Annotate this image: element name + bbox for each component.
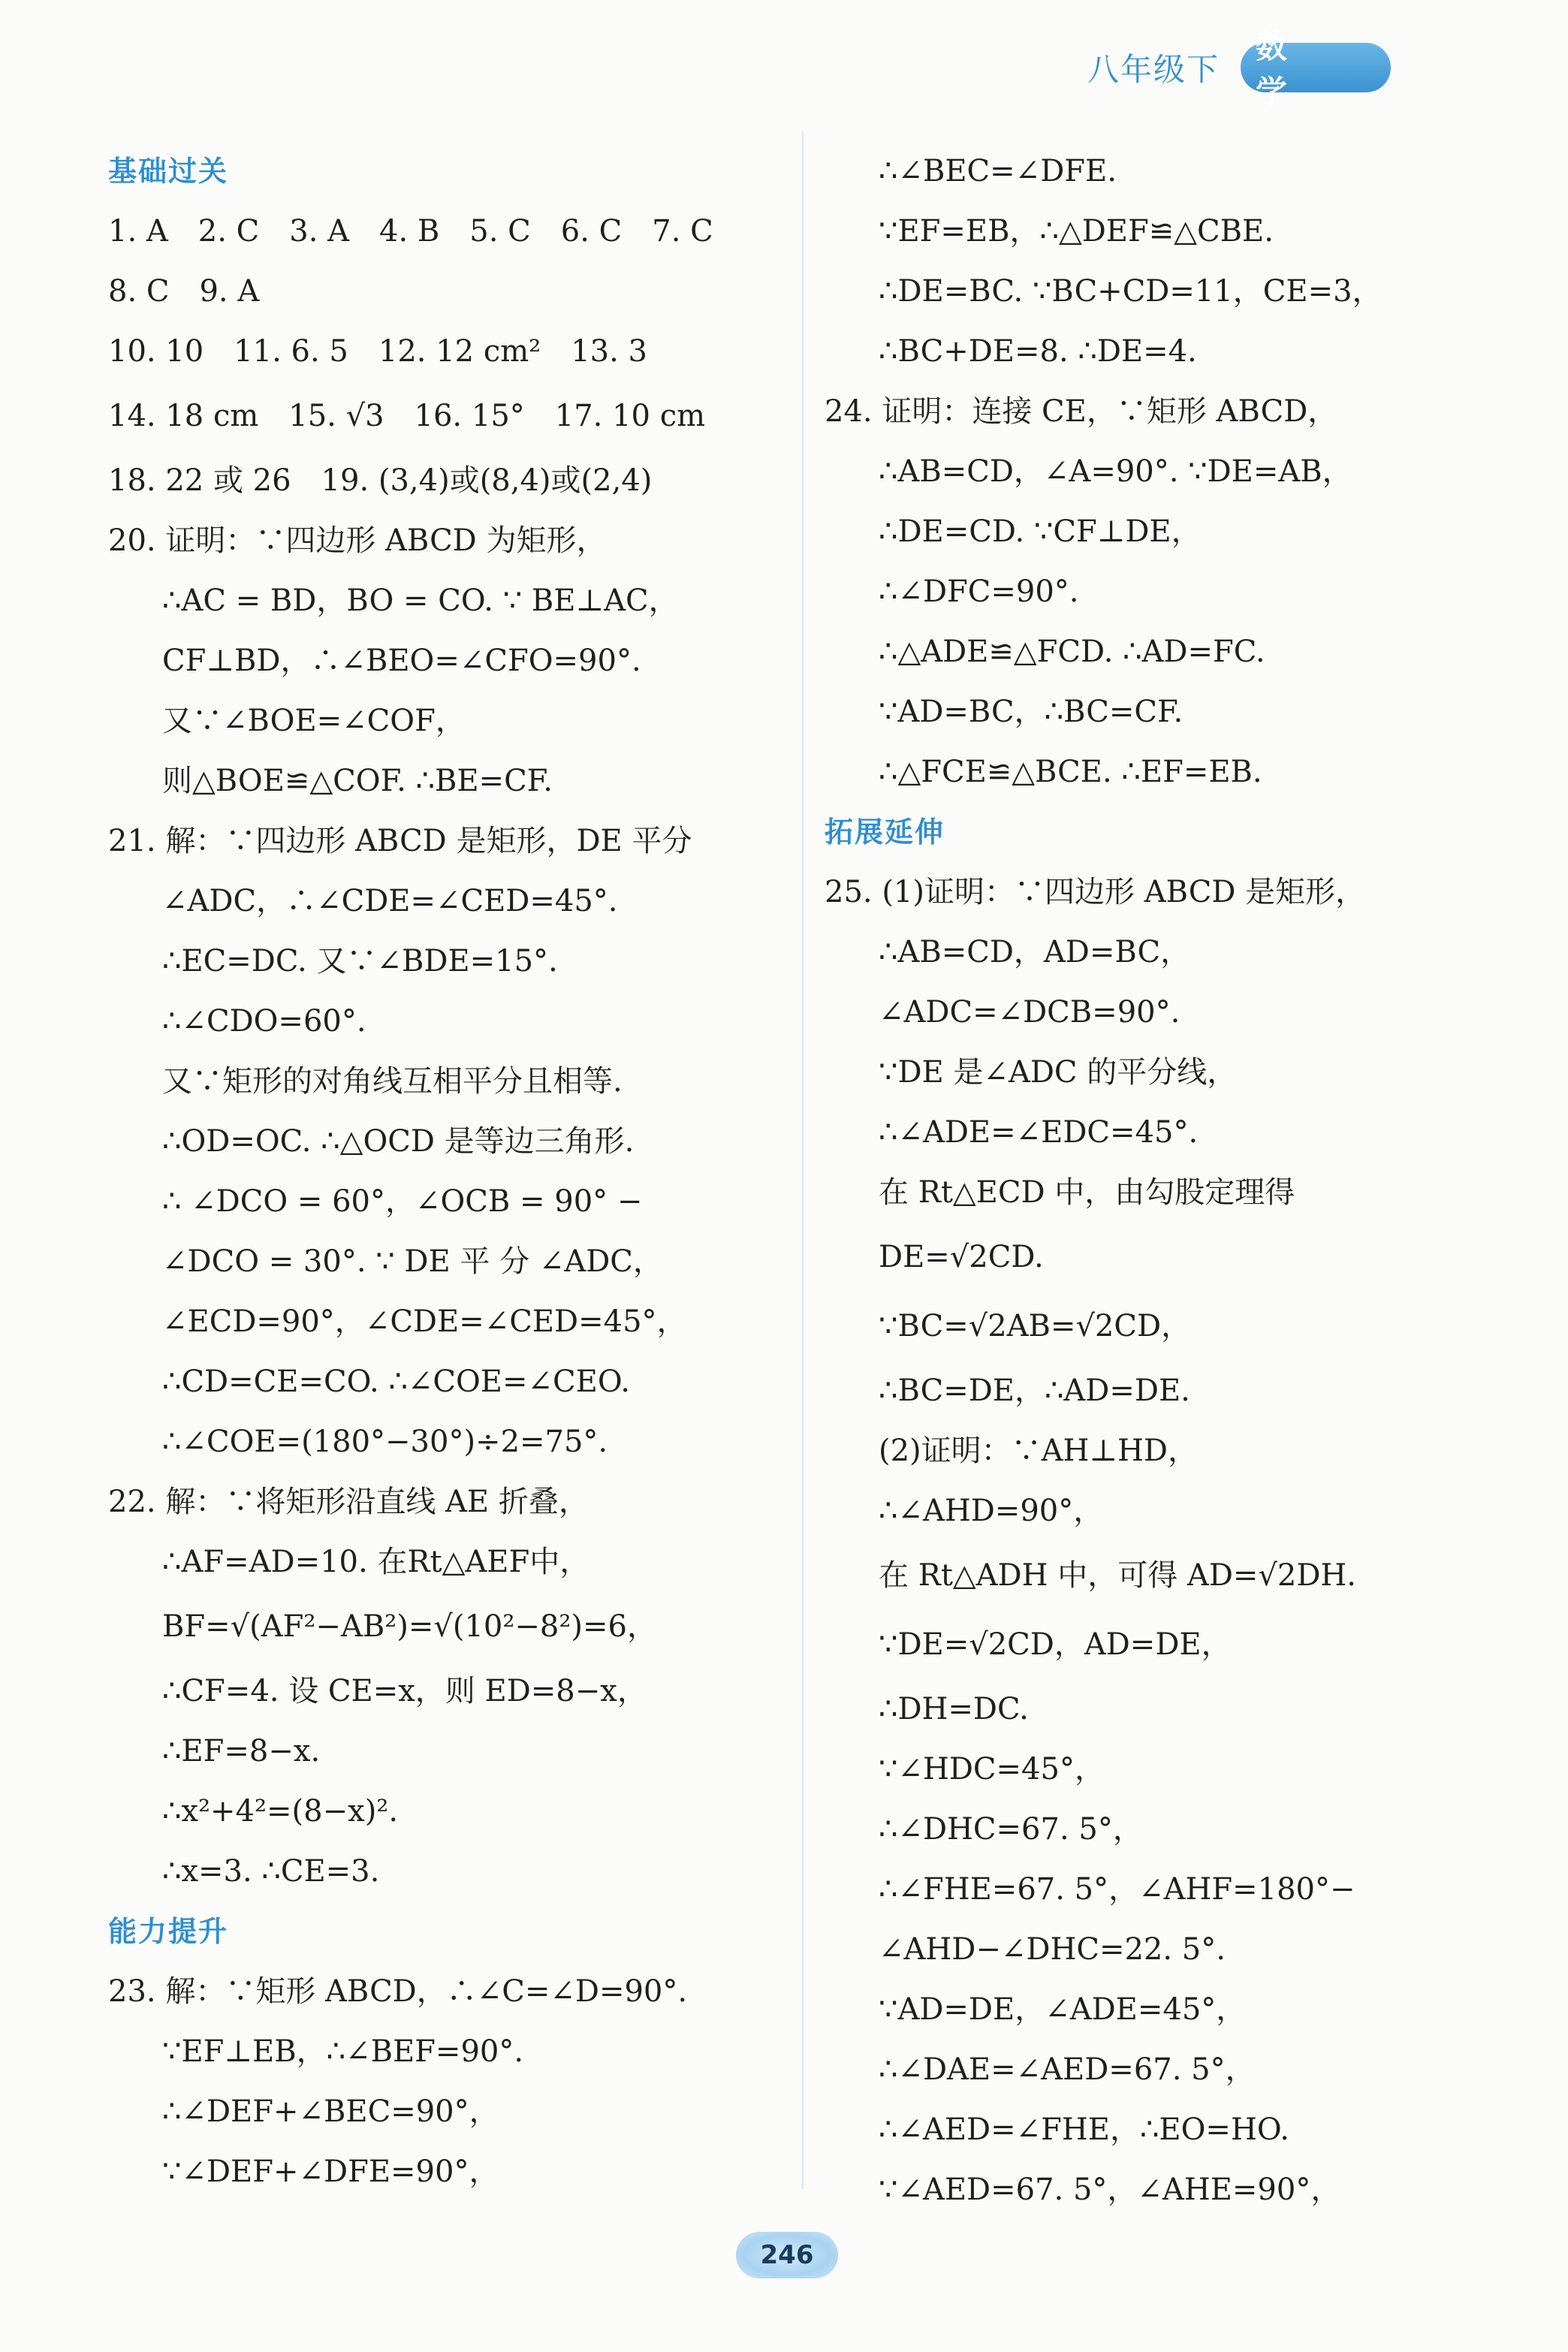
answer-line: ∴BC+DE=8. ∴DE=4. — [879, 334, 1197, 369]
answer-line: DE=√2CD. — [879, 1240, 1044, 1274]
answer-line: 又∵∠BOE=∠COF， — [162, 704, 466, 738]
answer-line: ∵DE=√2CD，AD=DE， — [879, 1627, 1232, 1662]
page-number: 246 — [736, 2232, 838, 2278]
answer-line: ∴ ∠DCO = 60°，∠OCB = 90° − — [162, 1184, 643, 1219]
subject-badge: 数 学 — [1241, 43, 1391, 92]
answer-line: ∴∠BEC=∠DFE. — [879, 154, 1117, 188]
section-heading: 能力提升 — [108, 1915, 229, 1948]
answer-line: ∴∠ADE=∠EDC=45°. — [879, 1115, 1199, 1150]
answer-line: CF⊥BD，∴∠BEO=∠CFO=90°. — [162, 644, 641, 678]
answer-line: ∴CD=CE=CO. ∴∠COE=∠CEO. — [162, 1364, 631, 1399]
page-header — [1087, 29, 1391, 110]
answer-line: ∠DCO = 30°. ∵ DE 平 分 ∠ADC， — [162, 1244, 663, 1279]
answer-line: ∴x=3. ∴CE=3. — [162, 1854, 380, 1889]
answer-line: ∴DE=BC. ∵BC+CD=11，CE=3， — [879, 274, 1383, 309]
answer-line: 25. (1)证明：∵四边形 ABCD 是矩形， — [825, 875, 1366, 909]
answer-line: ∴EF=8−x. — [162, 1734, 321, 1769]
answer-line: ∵∠AED=67. 5°，∠AHE=90°， — [879, 2173, 1341, 2207]
right-column — [825, 141, 1485, 2220]
answer-line: BF=√(AF²−AB²)=√(10²−8²)=6， — [162, 1609, 657, 1644]
answer-line: ∵EF=EB，∴△DEF≌△CBE. — [879, 214, 1274, 249]
answer-line: ∵∠HDC=45°， — [879, 1752, 1105, 1787]
answer-line: ∴OD=OC. ∴△OCD 是等边三角形. — [162, 1124, 635, 1159]
answer-line: ∠ECD=90°，∠CDE=∠CED=45°， — [162, 1304, 687, 1339]
answer-line: ∴∠DFC=90°. — [879, 574, 1079, 609]
section-heading: 拓展延伸 — [825, 816, 945, 849]
answer-line: 20. 证明：∵四边形 ABCD 为矩形， — [108, 523, 607, 558]
answer-line: ∴AF=AD=10. 在Rt△AEF中， — [162, 1545, 590, 1579]
answer-line: ∴∠COE=(180°−30°)÷2=75°. — [162, 1425, 608, 1459]
answer-line: ∴∠DAE=∠AED=67. 5°， — [879, 2052, 1256, 2087]
answer-line: ∠ADC=∠DCB=90°. — [879, 995, 1181, 1030]
answer-line: ∴AC = BD，BO = CO. ∵ BE⊥AC， — [162, 583, 679, 618]
answer-line: ∵BC=√2AB=√2CD， — [879, 1309, 1192, 1343]
answer-line: 在 Rt△ADH 中，可得 AD=√2DH. — [879, 1558, 1357, 1593]
answer-line: 18. 22 或 26 19. (3,4)或(8,4)或(2,4) — [108, 463, 653, 498]
answer-line: ∴BC=DE，∴AD=DE. — [879, 1374, 1190, 1408]
answer-line: ∴△FCE≌△BCE. ∴EF=EB. — [879, 755, 1262, 789]
section-heading: 基础过关 — [108, 155, 229, 188]
grade-label: 八年级下 — [1087, 51, 1220, 88]
answer-line: ∴△ADE≌△FCD. ∴AD=FC. — [879, 635, 1265, 669]
answer-line: ∴∠FHE=67. 5°，∠AHF=180°− — [879, 1872, 1355, 1907]
answer-line: ∴∠AED=∠FHE，∴EO=HO. — [879, 2112, 1289, 2147]
left-column — [108, 141, 754, 2202]
answer-line: 24. 证明：连接 CE，∵矩形 ABCD， — [825, 394, 1338, 429]
answer-line: ∴∠AHD=90°， — [879, 1494, 1104, 1528]
answer-line: ∴EC=DC. 又∵∠BDE=15°. — [162, 944, 558, 978]
answer-line: ∴∠DEF+∠BEC=90°， — [162, 2094, 499, 2129]
answer-line: 1. A 2. C 3. A 4. B 5. C 6. C 7. C — [108, 214, 713, 249]
answer-line: ∠ADC，∴∠CDE=∠CED=45°. — [162, 884, 618, 918]
answer-line: ∴DE=CD. ∵CF⊥DE， — [879, 514, 1202, 549]
answer-line: ∵∠DEF+∠DFE=90°， — [162, 2154, 499, 2189]
answer-line: 14. 18 cm 15. √3 16. 15° 17. 10 cm — [108, 399, 706, 433]
answer-line: ∴CF=4. 设 CE=x，则 ED=8−x， — [162, 1674, 647, 1708]
answer-line: 8. C 9. A — [108, 274, 260, 309]
answer-line: 23. 解：∵矩形 ABCD，∴∠C=∠D=90°. — [108, 1974, 688, 2009]
answer-line: ∴∠CDO=60°. — [162, 1004, 366, 1039]
answer-line: ∴∠DHC=67. 5°， — [879, 1812, 1143, 1847]
column-divider — [802, 131, 804, 2189]
answer-line: 21. 解：∵四边形 ABCD 是矩形，DE 平分 — [108, 824, 692, 858]
answer-line: ∴x²+4²=(8−x)². — [162, 1794, 399, 1829]
answer-line: ∵DE 是∠ADC 的平分线， — [879, 1055, 1238, 1090]
answer-line: 22. 解：∵将矩形沿直线 AE 折叠， — [108, 1485, 589, 1519]
answer-line: ∵AD=DE，∠ADE=45°， — [879, 1992, 1247, 2027]
answer-line: ∴DH=DC. — [879, 1692, 1029, 1726]
answer-line: (2)证明：∵AH⊥HD， — [879, 1434, 1198, 1468]
answer-line: ∴AB=CD，∠A=90°. ∵DE=AB， — [879, 454, 1352, 489]
answer-line: ∴AB=CD，AD=BC， — [879, 935, 1191, 969]
answer-line: 在 Rt△ECD 中，由勾股定理得 — [879, 1175, 1295, 1210]
answer-line: 10. 10 11. 6. 5 12. 12 cm² 13. 3 — [108, 334, 647, 369]
answer-line: ∵EF⊥EB，∴∠BEF=90°. — [162, 2034, 524, 2069]
answer-line: ∠AHD−∠DHC=22. 5°. — [879, 1932, 1226, 1967]
answer-line: 又∵矩形的对角线互相平分且相等. — [162, 1064, 623, 1099]
answer-line: ∵AD=BC，∴BC=CF. — [879, 695, 1184, 729]
answer-line: 则△BOE≌△COF. ∴BE=CF. — [162, 764, 553, 798]
